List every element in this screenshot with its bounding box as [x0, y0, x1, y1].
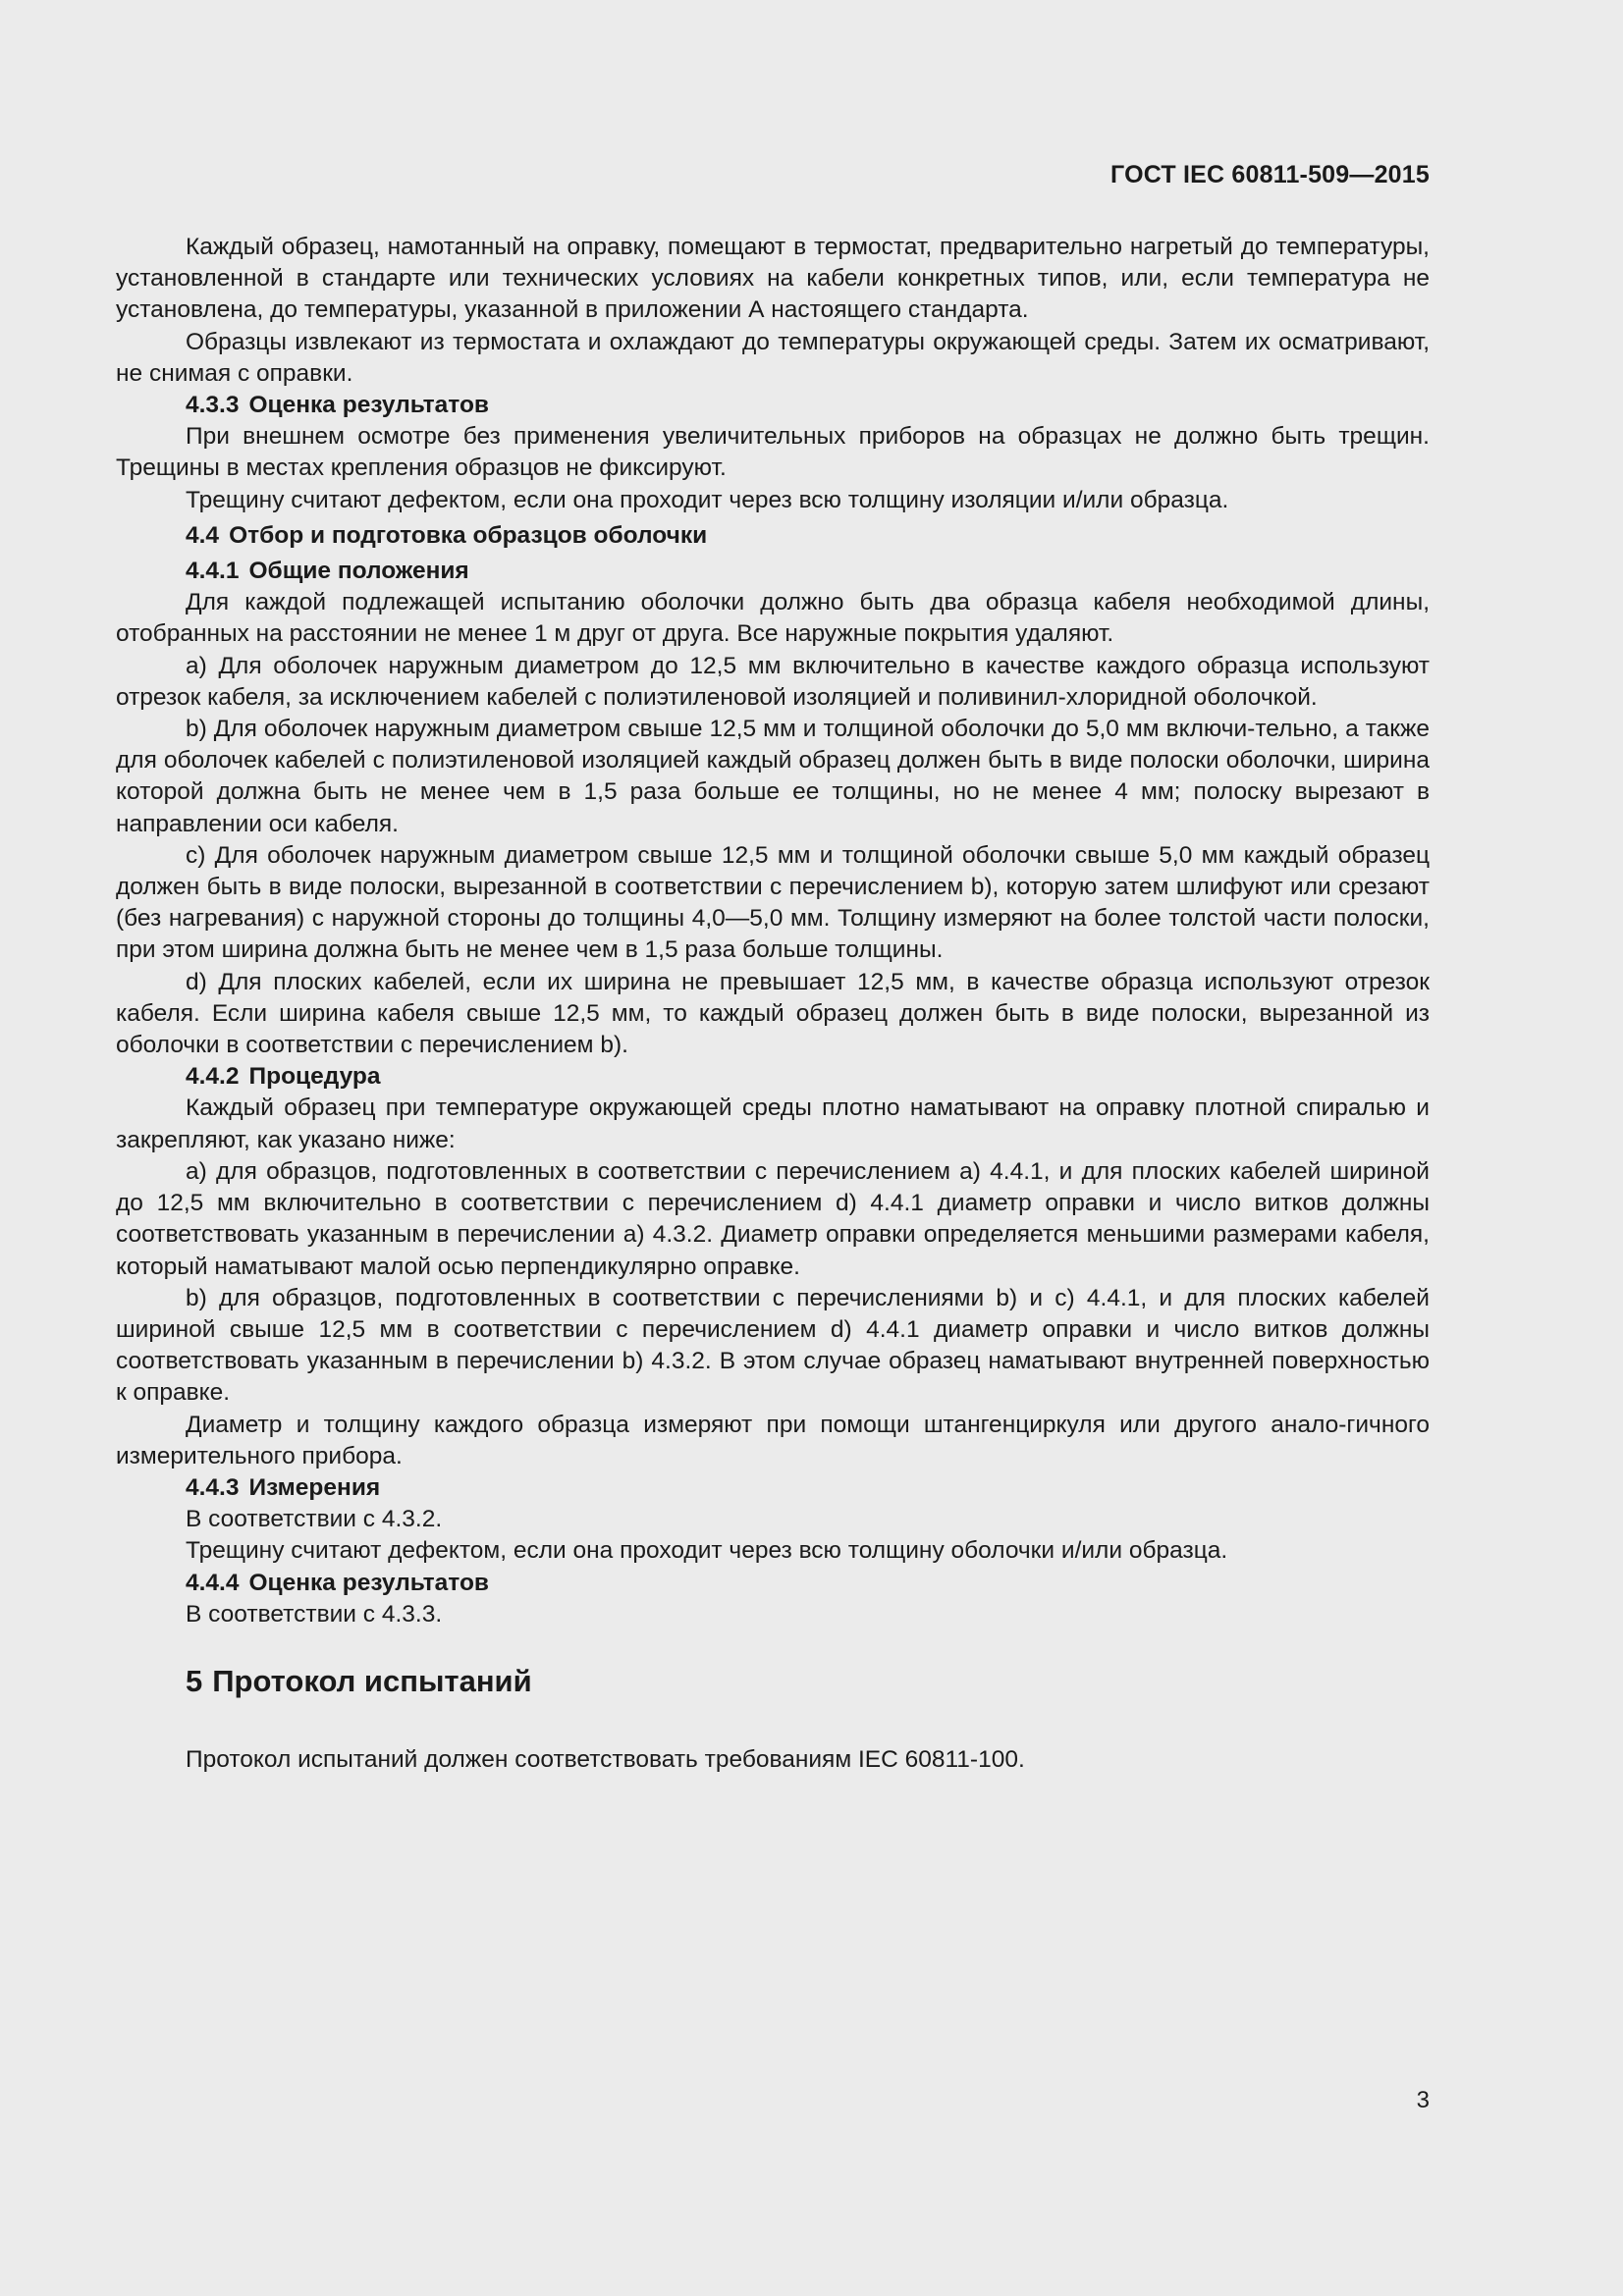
list-item: b) Для оболочек наружным диаметром свыше 12,5 мм и толщиной оболочки до 5,0 мм включи-тельно, а также для оболочек кабелей с полиэтиленовой изоляцией каждый образец должен быть в виде полоски оболочки, ширина которой должна быть не менее чем в 1,5 раза больше ее толщины, но не менее 4 мм; полоску вырезают в направлении оси кабеля. [116, 716, 1430, 837]
document-code: ГОСТ IEC 60811-509—2015 [1110, 161, 1430, 188]
section-title: Оценка результатов [248, 392, 489, 419]
section-heading-4-4 [116, 520, 1430, 552]
section-number: 4.4 [186, 521, 220, 549]
section-heading-4-4-3 [116, 1472, 1430, 1504]
section-title: Общие положения [248, 558, 469, 585]
page-number: 3 [1416, 2087, 1430, 2113]
section-heading-4-4-4 [116, 1568, 1430, 1599]
paragraph: В соответствии с 4.3.3. [186, 1600, 443, 1628]
paragraph: В соответствии с 4.3.2. [186, 1506, 443, 1533]
paragraph: Протокол испытаний должен соответствовать требованиям IEC 60811-100. [186, 1746, 1025, 1774]
list-item: d) Для плоских кабелей, если их ширина не превышает 12,5 мм, в качестве образца используют отрезок кабеля. Если ширина кабеля свыше 12,5 мм, то каждый образец должен быть в виде полоски, вырезанной из оболочки в соответствии с перечислением b). [116, 968, 1430, 1059]
paragraph: Для каждой подлежащей испытанию оболочки должно быть два образца кабеля необходимой длины, отобранных на расстоянии не менее 1 м друг от друга. Все наружные покрытия удаляют. [116, 589, 1430, 648]
list-item: a) Для оболочек наружным диаметром до 12,5 мм включительно в качестве каждого образца используют отрезок кабеля, за исключением кабелей с полиэтиленовой изоляцией и поливинил-хлоридной оболочкой. [116, 652, 1430, 711]
section-heading-4-4-1 [116, 556, 1430, 587]
section-title: Оценка результатов [248, 1569, 489, 1596]
section-heading-4-4-2 [116, 1061, 1430, 1093]
paragraph: Трещину считают дефектом, если она проходит через всю толщину оболочки и/или образца. [186, 1537, 1228, 1565]
section-number: 4.4.2 [186, 1063, 240, 1091]
section-title: Процедура [248, 1063, 381, 1091]
section-title: Отбор и подготовка образцов оболочки [229, 521, 708, 549]
section-number: 4.4.1 [186, 558, 240, 585]
section-title: Протокол испытаний [212, 1663, 532, 1698]
list-item: b) для образцов, подготовленных в соответствии с перечислениями b) и с) 4.4.1, и для плоских кабелей шириной свыше 12,5 мм в соответствии с перечислением d) 4.4.1 диаметр оправки и число витков должны соответствовать указанным в перечислении b) 4.3.2. В этом случае образец наматывают внутренней поверхностью к оправке. [116, 1284, 1430, 1407]
paragraph: При внешнем осмотре без применения увеличительных приборов на образцах не должно быть трещин. Трещины в местах крепления образцов не фиксируют. [116, 423, 1430, 482]
section-number: 4.3.3 [186, 392, 240, 419]
paragraph: Каждый образец при температуре окружающей среды плотно наматывают на оправку плотной спиралью и закрепляют, как указано ниже: [116, 1095, 1430, 1153]
section-title: Измерения [248, 1473, 381, 1501]
section-number: 4.4.3 [186, 1473, 240, 1501]
paragraph: Диаметр и толщину каждого образца измеряют при помощи штангенциркуля или другого анало-гичного измерительного прибора. [116, 1411, 1430, 1469]
paragraph: Трещину считают дефектом, если она проходит через всю толщину изоляции и/или образца. [186, 486, 1229, 513]
section-heading-5 [116, 1663, 1430, 1698]
page-content [116, 232, 1430, 1776]
list-item: a) для образцов, подготовленных в соответствии с перечислением а) 4.4.1, и для плоских кабелей шириной до 12,5 мм включительно в соответствии с перечислением d) 4.4.1 диаметр оправки и число витков должны соответствовать указанным в перечислении а) 4.3.2. Диаметр оправки определяется меньшими размерами кабеля, который наматывают малой осью перпендикулярно оправке. [116, 1157, 1430, 1280]
section-number: 5 [186, 1663, 203, 1698]
section-heading-4-3-3 [116, 390, 1430, 421]
paragraph: Образцы извлекают из термостата и охлаждают до температуры окружающей среды. Затем их осматривают, не снимая с оправки. [116, 328, 1430, 387]
section-number: 4.4.4 [186, 1569, 240, 1596]
paragraph: Каждый образец, намотанный на оправку, помещают в термостат, предварительно нагретый до температуры, установленной в стандарте или технических условиях на кабели конкретных типов, или, если температура не установлена, до температуры, указанной в приложении А настоящего стандарта. [116, 234, 1430, 324]
list-item: c) Для оболочек наружным диаметром свыше 12,5 мм и толщиной оболочки свыше 5,0 мм каждый образец должен быть в виде полоски, вырезанной в соответствии с перечислением b), которую затем шлифуют или срезают (без нагревания) с наружной стороны до толщины 4,0—5,0 мм. Толщину измеряют на более толстой части полоски, при этом ширина должна быть не менее чем в 1,5 раза больше толщины. [116, 841, 1430, 964]
